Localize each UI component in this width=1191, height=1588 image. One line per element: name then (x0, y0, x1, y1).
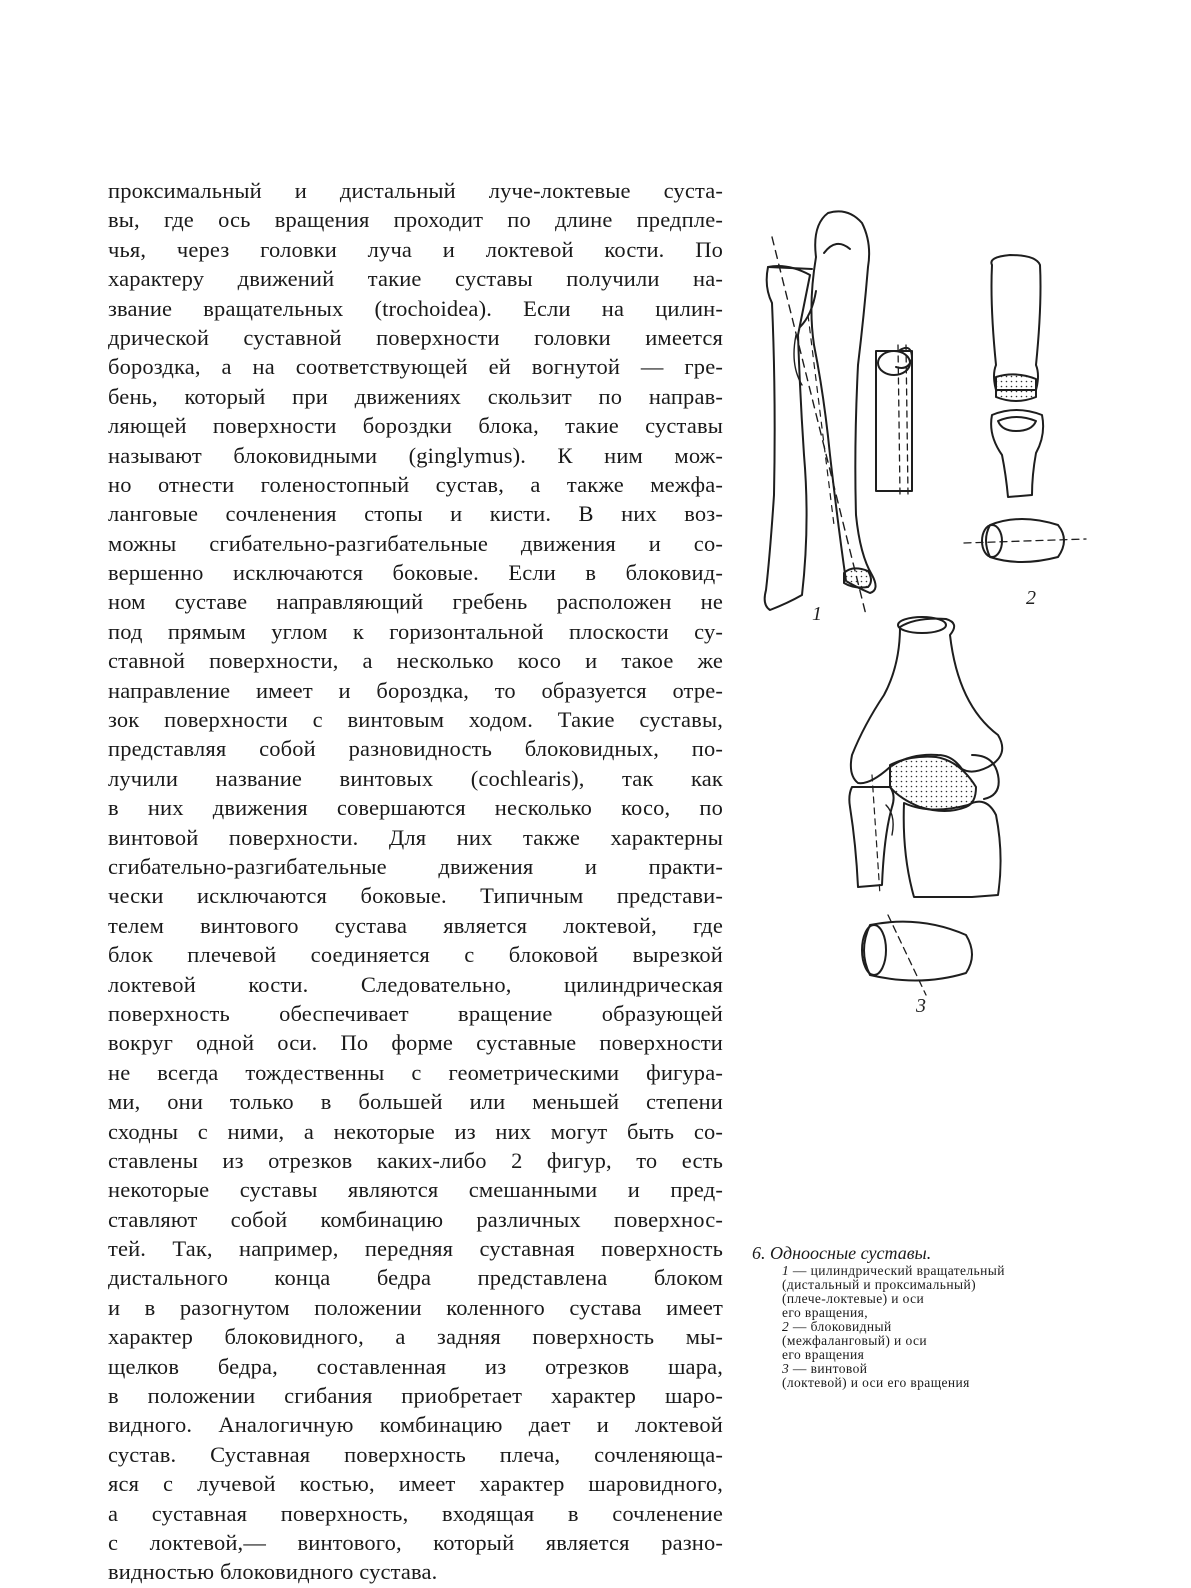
body-line: щелков бедра, составленная из отрезков шара, (108, 1353, 723, 1379)
body-line: проксимальный и дистальный луче-локтевые суста- (108, 178, 723, 203)
figure-label-1: 1 (812, 603, 822, 625)
caption-line (782, 1334, 1092, 1348)
body-line: вы, где ось вращения проходит по длине предпле- (108, 207, 723, 233)
body-line: с локтевой,— винтового, который является разно- (108, 1529, 723, 1555)
figure-6 (740, 195, 1180, 1035)
body-line: чья, через головки луча и локтевой кости. По (108, 236, 723, 262)
caption-line-text: его вращения (782, 1347, 865, 1362)
body-line: в положении сгибания приобретает характер шаро- (108, 1383, 723, 1409)
body-line: представляя собой разновидность блоковидных, по- (108, 736, 723, 762)
body-line: вокруг одной оси. По форме суставные поверхности (108, 1030, 723, 1056)
body-line: характер блоковидного, а задняя поверхность мы- (108, 1324, 723, 1350)
caption-item-number: 3 (782, 1361, 790, 1376)
body-line: яся с лучевой костью, имеет характер шаровидного, (108, 1471, 723, 1497)
body-line: а суставная поверхность, входящая в сочленение (108, 1500, 723, 1526)
caption-line-text: (межфаланговый) и оси (782, 1333, 927, 1348)
caption-line (782, 1292, 1092, 1306)
caption-line-text: — винтовой (789, 1361, 868, 1376)
caption-line-text: — цилиндрический вращательный (789, 1263, 1005, 1278)
body-line: ставлены из отрезков каких-либо 2 фигур, то есть (108, 1147, 723, 1173)
joints-illustration (740, 195, 1180, 1035)
elbow-drawing (849, 617, 1002, 995)
body-line: дрической суставной поверхности головки имеется (108, 324, 723, 350)
body-line: телем винтового сустава является локтевой, где (108, 912, 723, 938)
body-line: локтевой кости. Следовательно, цилиндрическая (108, 971, 723, 997)
body-line: бень, который при движениях скользит по направ- (108, 383, 723, 409)
body-line: в них движения совершаются несколько косо, по (108, 795, 723, 821)
body-line: сгибательно-разгибательные движения и практи- (108, 853, 723, 879)
body-line: ставной поверхности, а несколько косо и такое же (108, 648, 723, 674)
body-line: лучили название винтовых (cochlearis), так как (108, 765, 723, 791)
body-line: тей. Так, например, передняя суставная поверхность (108, 1236, 723, 1262)
body-line: ляющей поверхности бороздки блока, такие суставы (108, 413, 723, 439)
cylinder-model (876, 345, 912, 495)
body-line: дистального конца бедра представлена блоком (108, 1265, 723, 1291)
caption-line (782, 1320, 1092, 1334)
body-line: под прямым углом к горизонтальной плоскости су- (108, 618, 723, 644)
caption-line (782, 1348, 1092, 1362)
body-line: зок поверхности с винтовым ходом. Такие суставы, (108, 707, 723, 733)
caption-line-text: (локтевой) и оси его вращения (782, 1375, 970, 1390)
body-line: сходны с ними, а некоторые из них могут быть со- (108, 1118, 723, 1144)
body-line: характеру движений такие суставы получили на- (108, 266, 723, 292)
caption-line-text: (дистальный и проксимальный) (782, 1277, 976, 1292)
body-line: ланговые сочленения стопы и кисти. В них воз- (108, 501, 723, 527)
caption-lines (782, 1264, 1092, 1390)
figure-caption (752, 1242, 1092, 1390)
body-line: называют блоковидными (ginglymus). К ним мож- (108, 442, 723, 468)
caption-item-number: 2 (782, 1319, 790, 1334)
body-line: бороздка, а на соответствующей ей вогнутой — гре- (108, 354, 723, 380)
body-line: некоторые суставы являются смешанными и пред- (108, 1177, 723, 1203)
body-line: видностью блоковидного сустава. (108, 1559, 438, 1585)
body-line: ном суставе направляющий гребень расположен не (108, 589, 723, 615)
body-line: не всегда тождественны с геометрическими фигура- (108, 1059, 723, 1085)
body-line: винтовой поверхности. Для них также характерны (108, 824, 723, 850)
body-line: но отнести голеностопный сустав, а также межфа- (108, 471, 723, 497)
caption-line (782, 1376, 1092, 1390)
figure-label-2: 2 (1026, 587, 1036, 609)
radius-ulna-drawing (765, 211, 876, 615)
body-line: и в разогнутом положении коленного сустава имеет (108, 1294, 723, 1320)
body-line: звание вращательных (trochoidea). Если на цилин- (108, 295, 723, 321)
caption-item-number: 1 (782, 1263, 790, 1278)
body-text (108, 176, 723, 1587)
body-line: направление имеет и бороздка, то образуется отре- (108, 677, 723, 703)
phalanx-drawing (964, 255, 1086, 562)
body-line: можны сгибательно-разгибательные движения и со- (108, 530, 723, 556)
caption-line (782, 1264, 1092, 1278)
body-line: блок плечевой соединяется с блоковой вырезкой (108, 942, 723, 968)
body-line: ставляют собой комбинацию различных поверхнос- (108, 1206, 723, 1232)
caption-line (782, 1278, 1092, 1292)
caption-line (782, 1306, 1092, 1320)
body-line: ми, они только в большей или меньшей степени (108, 1089, 723, 1115)
caption-line-text: — блоковидный (789, 1319, 892, 1334)
caption-title: 6. Одноосные суставы. (752, 1243, 932, 1263)
body-line: видного. Аналогичную комбинацию дает и локтевой (108, 1412, 723, 1438)
body-line: вершенно исключаются боковые. Если в блоковид- (108, 560, 723, 586)
figure-label-3: 3 (916, 995, 926, 1017)
caption-line-text: его вращения, (782, 1305, 869, 1320)
body-line: чески исключаются боковые. Типичным представи- (108, 883, 723, 909)
body-line: сустав. Суставная поверхность плеча, сочленяюща- (108, 1441, 723, 1467)
caption-line (782, 1362, 1092, 1376)
body-line: поверхность обеспечивает вращение образующей (108, 1000, 723, 1026)
caption-line-text: (плече-локтевые) и оси (782, 1291, 925, 1306)
